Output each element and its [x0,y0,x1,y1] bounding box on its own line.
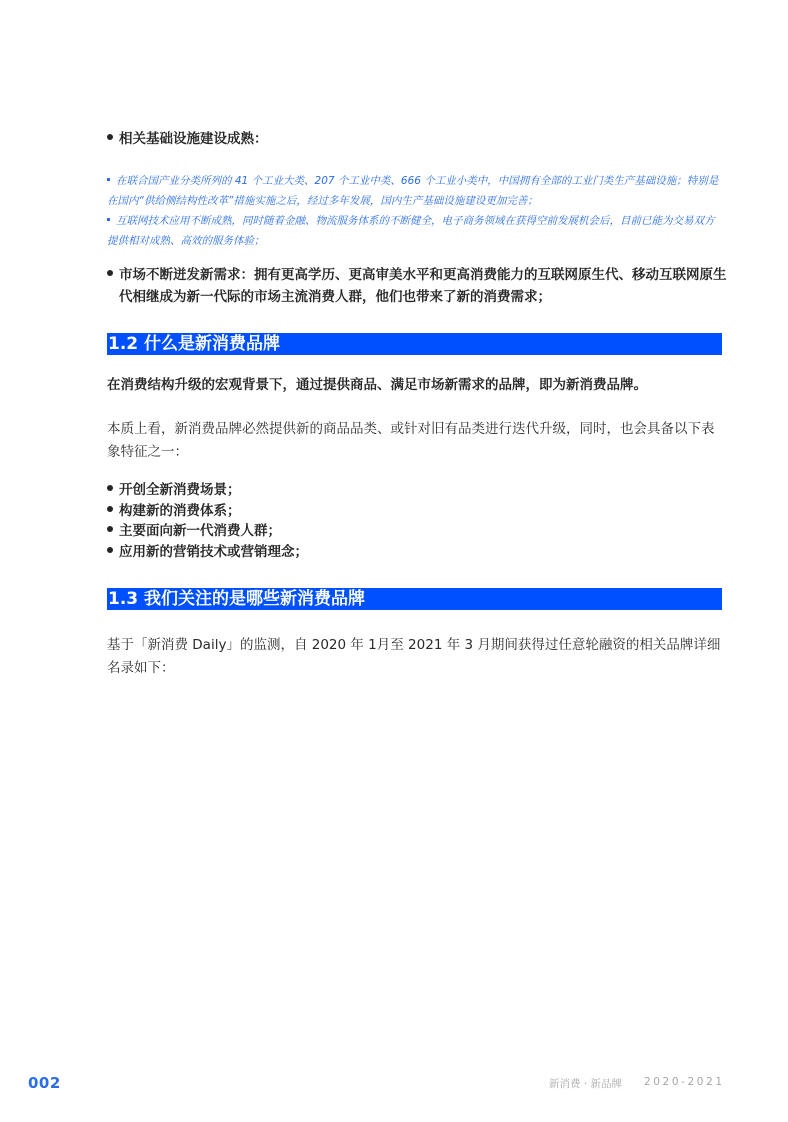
feature-text: 应用新的营销技术或营销理念； [119,543,308,560]
square-bullet-icon [107,178,110,181]
infrastructure-notes [107,171,722,251]
section-heading-1-3: 1.3 我们关注的是哪些新消费品牌 [107,588,722,610]
monitoring-paragraph: 基于「新消费 Daily」的监测，自 2020 年 1月至 2021 年 3 月期间获得过任意轮融资的相关品牌详细名录如下： [107,637,721,676]
bullet-icon [107,506,113,512]
feature-item [107,521,722,542]
bullet-icon [107,526,113,532]
features-list [107,480,722,562]
square-bullet-icon [107,218,110,221]
intro-paragraph: 本质上看，新消费品牌必然提供新的商品品类、或针对旧有品类进行迭代升级，同时，也会具备以下表象特征之一： [107,421,715,460]
feature-text: 构建新的消费体系； [119,502,241,519]
note-item [107,171,722,211]
definition-paragraph: 在消费结构升级的宏观背景下，通过提供商品、满足市场新需求的品牌，即为新消费品牌。 [107,377,647,393]
section-heading-1-2: 1.2 什么是新消费品牌 [107,333,722,355]
footer-years: 2020-2021 [644,1076,725,1088]
market-demand-bullet [107,264,734,308]
note-item [107,211,722,251]
bullet-icon [107,485,113,491]
feature-text: 开创全新消费场景； [119,482,241,498]
note-text: 互联网技术应用不断成熟，同时随着金融、物流服务体系的不断健全，电子商务领域在获得空前发展机会后，目前已能为交易双方提供相对成熟、高效的服务体验； [107,215,715,247]
bullet-icon [107,134,113,140]
infrastructure-heading-text: 相关基础设施建设成熟： [119,131,268,147]
feature-item [107,480,722,501]
footer-doc-title: 新消费 · 新品牌 [549,1078,623,1090]
feature-text: 主要面向新一代消费人群； [119,523,281,539]
infrastructure-heading [107,128,722,150]
feature-item [107,501,722,522]
note-text: 在联合国产业分类所列的 41 个工业大类、207 个工业中类、666 个工业小类中，中国拥有全部的工业门类生产基础设施；特别是在国内“供给侧结构性改革”措施实施之后，经过多年发展，国内生产基础设施建设更加完善； [107,175,719,207]
feature-item [107,542,722,563]
market-demand-text: 市场不断迸发新需求：拥有更高学历、更高审美水平和更高消费能力的互联网原生代、移动互联网原生代相继成为新一代际的市场主流消费人群，他们也带来了新的消费需求； [119,267,727,305]
page-number: 002 [28,1074,61,1092]
bullet-icon [107,547,113,553]
bullet-icon [107,270,113,276]
